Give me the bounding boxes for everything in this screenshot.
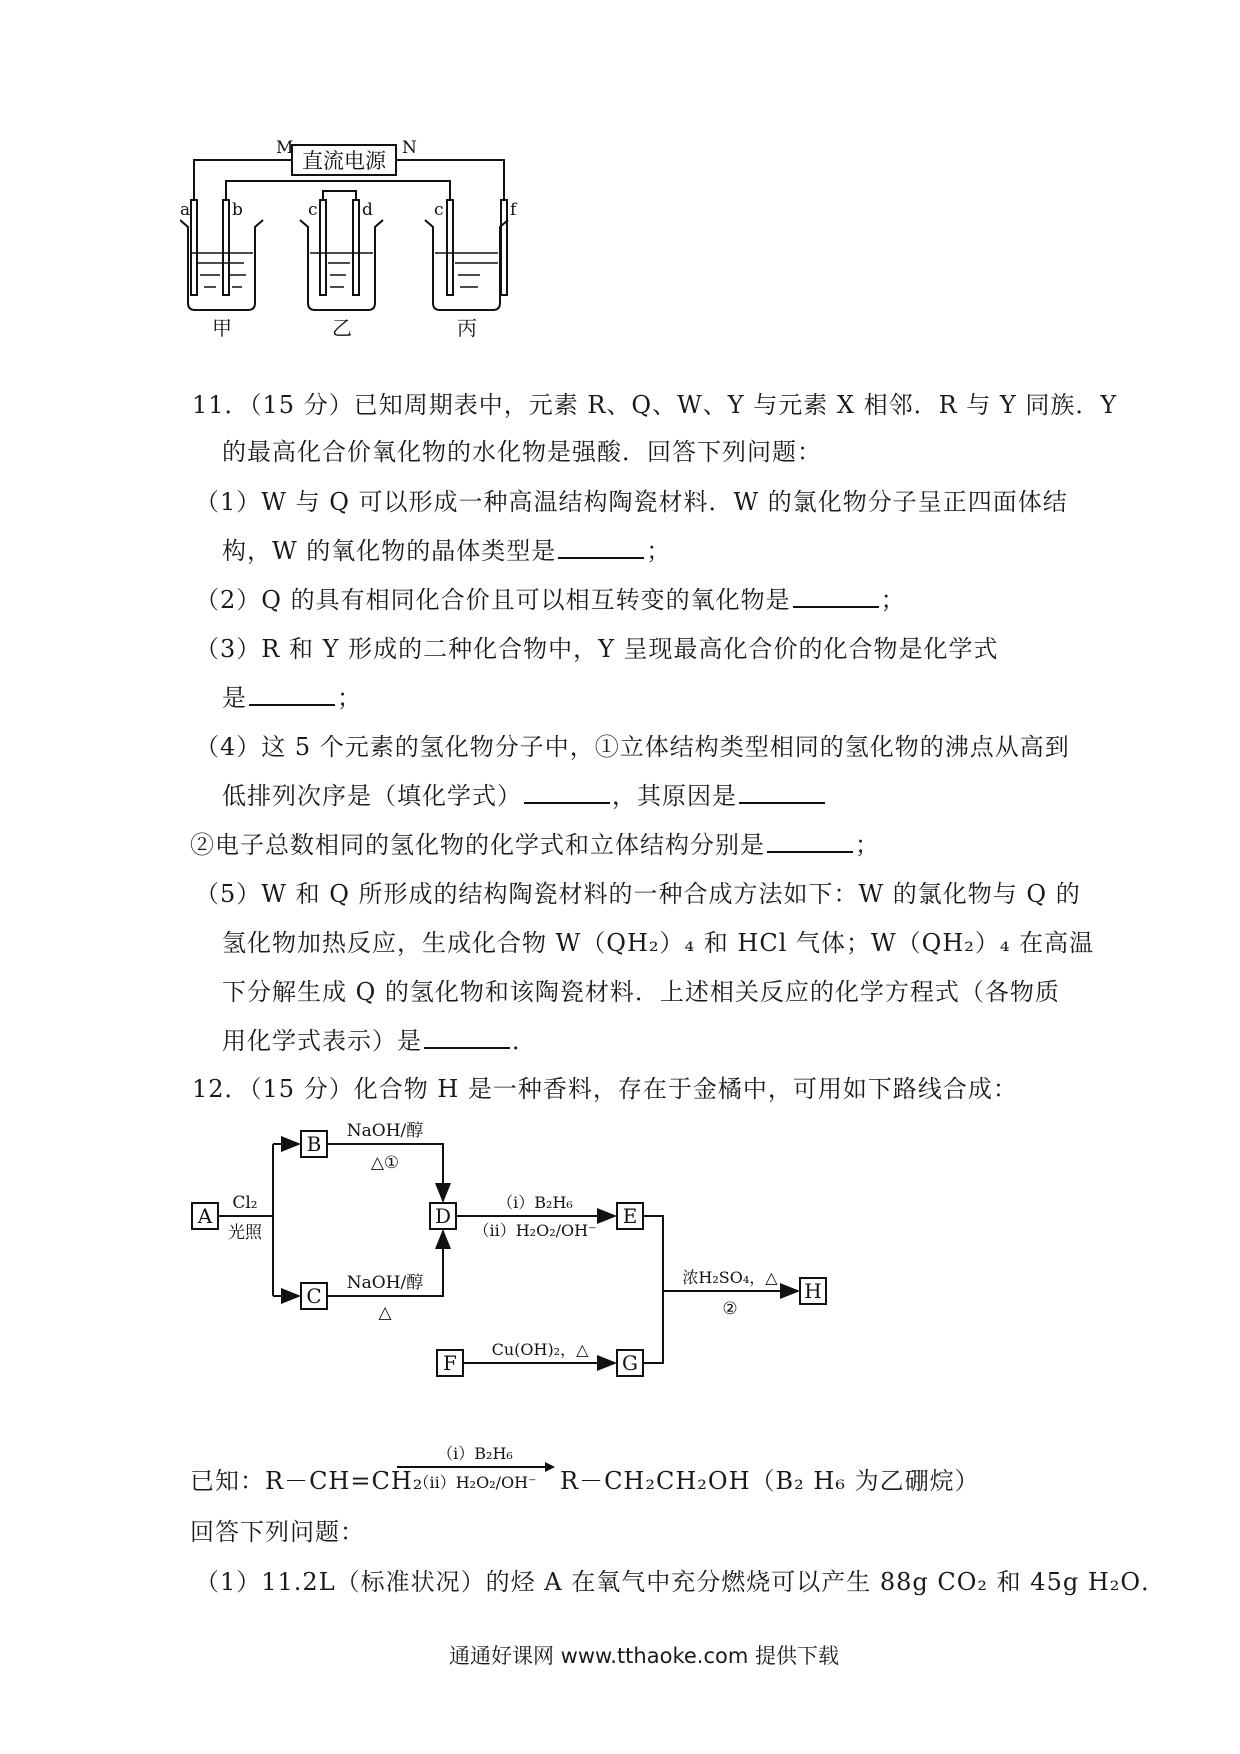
punct: ；: [855, 831, 880, 859]
answer-blank[interactable]: [558, 535, 644, 559]
beaker-label-bing: 丙: [457, 316, 477, 340]
cond-cd-top: NaOH/醇: [346, 1273, 424, 1293]
answer-blank[interactable]: [739, 780, 825, 804]
terminal-N: N: [402, 138, 417, 158]
label-D: D: [434, 1204, 452, 1228]
terminal-M: M: [276, 138, 294, 158]
cond-bd-top: NaOH/醇: [346, 1121, 424, 1141]
beaker-label-jia: 甲: [212, 316, 232, 340]
cond-h-top: 浓H₂SO₄，△: [682, 1268, 778, 1287]
beaker-jia: [180, 220, 263, 310]
electrode-d: d: [362, 200, 373, 220]
q11-part5-line4: [222, 1024, 537, 1058]
cond-cd-bot: △: [378, 1303, 392, 1323]
q11-part2: [195, 583, 906, 617]
punct: ；: [646, 537, 672, 565]
electrode-c1: c: [308, 200, 318, 220]
known-arrow-bot: （ⅱ）H₂O₂/OH⁻: [413, 1473, 537, 1492]
q11-part5-line2: 氢化物加热反应，生成化合物 W（QH₂）₄ 和 HCl 气体；W（QH₂）₄ 在高温: [222, 929, 1095, 957]
q11-part4-line1: （4）这 5 个元素的氢化物分子中，①立体结构类型相同的氢化物的沸点从高到: [195, 733, 1070, 761]
punct: ；: [880, 586, 906, 614]
q11-part3-line1: （3）R 和 Y 形成的二种化合物中，Y 呈现最高化合价的化合物是化学式: [195, 635, 999, 663]
q12-ask: 回答下列问题：: [190, 1518, 365, 1546]
cond-de-top: （ⅰ）B₂H₆: [497, 1193, 573, 1212]
cond-de-bot: （ⅱ）H₂O₂/OH⁻: [473, 1221, 597, 1240]
q11-part5-text: 用化学式表示）是: [222, 1027, 422, 1055]
cond-h-bot: ②: [722, 1299, 738, 1319]
electrode-a: a: [180, 200, 191, 220]
answer-blank[interactable]: [424, 1025, 510, 1049]
synthesis-route-diagram: [185, 1118, 885, 1408]
known-post: R－CH₂CH₂OH（B₂ H₆ 为乙硼烷）: [560, 1467, 980, 1495]
beaker-label-yi: 乙: [332, 316, 352, 340]
q12-intro: 12．（15 分）化合物 H 是一种香料，存在于金橘中，可用如下路线合成：: [192, 1075, 1018, 1103]
known-arrow: [395, 1432, 555, 1502]
answer-blank[interactable]: [524, 780, 610, 804]
label-F: F: [443, 1351, 457, 1375]
q11-part5-line3: 下分解生成 Q 的氢化物和该陶瓷材料．上述相关反应的化学方程式（各物质: [222, 978, 1060, 1006]
q11-part1-line1: （1）W 与 Q 可以形成一种高温结构陶瓷材料．W 的氯化物分子呈正四面体结: [195, 488, 1068, 516]
electrolysis-figure: [180, 135, 560, 375]
q11-line1: 11．（15 分）已知周期表中，元素 R、Q、W、Y 与元素 X 相邻．R 与 Y 同族．Y: [192, 391, 1118, 419]
power-label: 直流电源: [302, 149, 386, 173]
q12-part1: （1）11.2L（标准状况）的烃 A 在氧气中充分燃烧可以产生 88g CO₂ 和 45g H₂O．: [195, 1568, 1167, 1596]
known-pre: 已知：R－CH=CH₂: [190, 1467, 424, 1495]
q11-part1-line2: [222, 534, 671, 568]
beaker-bing: [425, 220, 508, 310]
q11-part4-text3: ②电子总数相同的氢化物的化学式和立体结构分别是: [190, 831, 765, 859]
q11-part3-text: 是: [222, 684, 247, 712]
q11-part4-line3: [190, 828, 880, 862]
label-B: B: [306, 1132, 322, 1156]
q11-part2-text: （2）Q 的具有相同化合价且可以相互转变的氧化物是: [195, 586, 791, 614]
punct: ．: [512, 1027, 537, 1055]
label-C: C: [306, 1284, 322, 1308]
cond-cl2: Cl₂: [232, 1193, 258, 1213]
answer-blank[interactable]: [793, 584, 879, 608]
q11-part3-line2: [222, 681, 362, 715]
label-E: E: [622, 1204, 638, 1228]
footer-source: 通通好课网 www.tthaoke.com 提供下载: [449, 1644, 839, 1668]
cond-bd-bot: △①: [370, 1153, 400, 1173]
cond-fg: Cu(OH)₂，△: [491, 1340, 589, 1359]
label-G: G: [622, 1351, 638, 1375]
electrode-c2: c: [434, 200, 444, 220]
label-A: A: [197, 1204, 213, 1228]
q11-part4-text: 低排列次序是（填化学式）: [222, 782, 522, 810]
q11-line2: 的最高化合价氧化物的水化物是强酸．回答下列问题：: [222, 438, 822, 466]
cond-light: 光照: [228, 1223, 262, 1243]
electrode-f: f: [510, 200, 517, 220]
answer-blank[interactable]: [249, 682, 335, 706]
q11-part4-line2: [222, 779, 827, 813]
answer-blank[interactable]: [767, 829, 853, 853]
q11-part4-text2: ，其原因是: [612, 782, 737, 810]
electrode-b: b: [232, 200, 243, 220]
beaker-yi: [300, 220, 383, 310]
punct: ；: [337, 684, 362, 712]
known-arrow-top: （ⅰ）B₂H₆: [437, 1444, 513, 1463]
q11-part5-line1: （5）W 和 Q 所形成的结构陶瓷材料的一种合成方法如下：W 的氯化物与 Q 的: [195, 880, 1081, 908]
q11-part1-text: 构，W 的氧化物的晶体类型是: [222, 537, 557, 565]
label-H: H: [804, 1279, 822, 1303]
